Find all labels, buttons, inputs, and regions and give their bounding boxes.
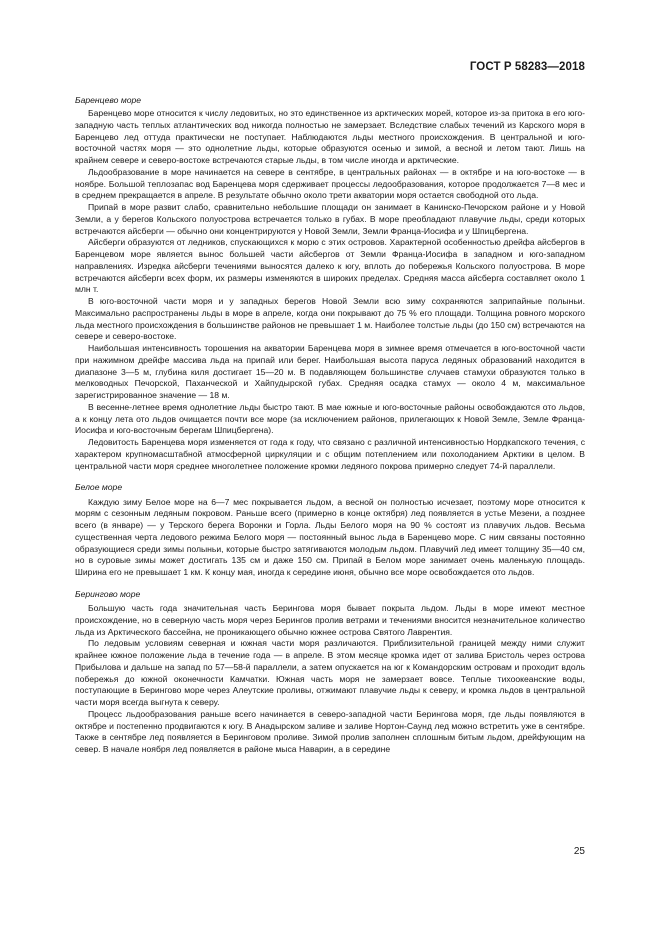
section-title-bering-sea: Берингово море <box>75 588 141 599</box>
paragraph: Айсберги образуются от ледников, спускающихся к морю с этих островов. Характерной особенностью дрейфа айсбергов в Баренцевом море является вынос большей части айсбергов от Земли Франца-Иосифа в западном и юго-западном направлениях. Изредка айсберги течениями выносятся далеко к югу, вплоть до побережья Кольского полуострова. В море встречаются айсберги всех форм, их размеры изменяются в широких пределах. Средняя масса айсберга составляет около 1 млн т. <box>75 237 585 295</box>
paragraph: Льдообразование в море начинается на севере в сентябре, в центральных районах — в октябре и на юго-востоке — в ноябре. Большой теплозапас вод Баренцева моря сдерживает процессы ледообразования, которое продолжается 7—8 мес и в среднем прекращается в апреле. В результате обычно около трети акватории моря остается свободной ото льда. <box>75 166 585 201</box>
section-title-barents: Баренцево море <box>75 95 142 105</box>
paragraph: В юго-восточной части моря и у западных берегов Новой Земли всю зиму сохраняются заприпайные полыньи. Максимально распространены льды в море в апреле, когда они покрывают до 75 % его площади. Толщина ровного морского льда местного происхождения в большинстве районов не превышает 1 м. Наиболее толстые льды (до 150 см) встречаются на севере и северо-востоке. <box>75 296 585 342</box>
paragraph: В весенне-летнее время однолетние льды быстро тают. В мае южные и юго-восточные районы освобождаются ото льдов, а к концу лета ото льдов очищается почти все море (за исключением районов, прилегающих к Новой Земле, Земле Франца-Иосифа и юго-восточным берегам Шпицбергена). <box>75 401 585 436</box>
paragraph: Процесс льдообразования раньше всего начинается в северо-западной части Берингова моря, где льды появляются в октябре и постепенно продвигаются к югу. В Анадырском заливе и заливе Нортон-Саунд лед можно встретить уже в сентябре. Также в сентябре лед появляется в Беринговом проливе. Зимой пролив заполнен сплошным битым льдом, дрейфующим на север. В начале ноября лед появляется в районе мыса Наварин, а в середине <box>75 708 585 755</box>
paragraph: Большую часть года значительная часть Берингова моря бывает покрыта льдом. Льды в море имеют местное происхождение, но в северную часть моря через Берингов пролив ветрами и течениями вносится незначительное количество льда из Арктического бассейна, не проникающего обычно южнее острова Святого Лаврентия. <box>75 603 585 637</box>
paragraph: Наибольшая интенсивность торошения на акватории Баренцева моря в зимнее время отмечается в юго-восточной части при нажимном дрейфе массива льда на припай или берег. Наибольшая высота паруса ледяных образований находится в диапазоне 3—5 м, глубина киля достигает 15—20 м. В подавляющем большинстве случаев стамухи образуются только в мелководных Печорской, Паханческой и Хайпудырской губах. Средняя осадка стамух — около 4 м, максимальное зарегистрированное значение — 18 м. <box>75 343 585 401</box>
document-header: ГОСТ Р 58283—2018 <box>469 61 585 73</box>
paragraph: Припай в море развит слабо, сравнительно небольшие площади он занимает в Канинско-Печорском районе и у Новой Земли, а у берегов Кольского полуострова встречается только в губах. В море преобладают плавучие льды, среди которых встречаются айсберги — обычно они концентрируются у Новой Земли, Земли Франца-Иосифа и у Шпицбергена. <box>75 202 585 236</box>
paragraph: По ледовым условиям северная и южная части моря различаются. Приблизительной границей между ними служит крайнее южное положение льда в течение года — в апреле. В этом месяце кромка идет от залива Бристоль через острова Прибылова и дальше на запад по 57—58-й параллели, а затем опускается на юг к Командорским островам и проходит вдоль побережья до южной оконечности Камчатки. Южная часть моря не замерзает вовсе. Теплые тихоокеанские воды, поступающие в Берингово море через Алеутские проливы, отжимают плавучие льды к северу, и кромка льдов в центральной части моря всегда выгнута к северу. <box>75 638 585 708</box>
paragraph: Каждую зиму Белое море на 6—7 мес покрывается льдом, а весной он полностью исчезает, поэтому море относится к морям с сезонным ледяным покровом. Раньше всего (примерно в конце октября) лед появляется в устье Мезени, а позднее всего (в январе) — у Терского берега Воронки и Горла. Льды Белого моря на 90 % состоят из плавучих льдов. Весьма существенная черта ледового режима Белого моря — постоянный вынос льда в Баренцево море. С ним связаны постоянно образующиеся среди зимы полыньи, которые быстро затягиваются молодым льдом. Плавучий лед имеет толщину 35—40 см, но в суровые зимы может достигать 135 см и даже 150 см. Припай в Белом море занимает очень маленькую площадь. Ширина его не превышает 1 км. К концу мая, иногда к середине июня, обычно все море освобождается ото льдов. <box>75 496 585 578</box>
paragraph: Ледовитость Баренцева моря изменяется от года к году, что связано с различной интенсивностью Нордкапского течения, с характером крупномасштабной атмосферной циркуляции и с общим потеплением или похолоданием Арктики в целом. В центральной части моря среднее многолетнее положение кромки ледяного покрова примерно следует 74-й параллели. <box>75 437 585 471</box>
paragraph: Баренцево море относится к числу ледовитых, но это единственное из арктических морей, которое из-за притока в его юго-западную часть теплых атлантических вод никогда полностью не замерзает. Вследствие слабых течений из Карского моря в Баренцево лед оттуда практически не поступает. Наблюдаются льды местного происхождения. В центральной и юго-восточной частях моря — это однолетние льды, которые образуются осенью и зимой, а весной и летом тают. Лишь на крайнем севере и северо-востоке встречаются старые льды, в том числе иногда и арктические. <box>75 108 585 166</box>
page-number: 25 <box>573 846 585 857</box>
page-body <box>75 94 585 756</box>
section-title-white-sea: Белое море <box>75 482 123 493</box>
